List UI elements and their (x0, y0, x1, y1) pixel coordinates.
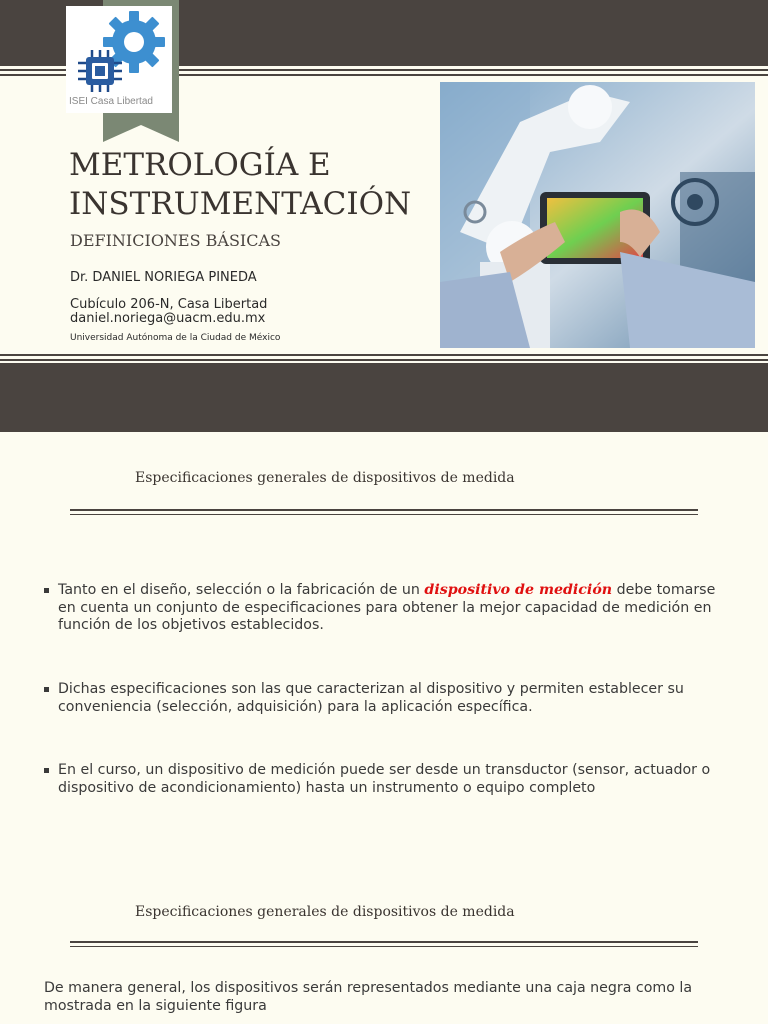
heading-rule (70, 946, 698, 947)
heading-rule (70, 941, 698, 943)
specifications-slide (0, 432, 768, 860)
bullet-item-1 (44, 582, 734, 635)
black-box-slide (0, 860, 768, 1024)
highlighted-term: dispositivo de medición (424, 582, 613, 598)
title-line-2: INSTRUMENTACIÓN (69, 186, 412, 222)
university-name: Universidad Autónoma de la Ciudad de México (70, 333, 281, 343)
robot-arm-photo (440, 82, 755, 348)
footer-divider-line (0, 359, 768, 361)
bullet-icon (44, 768, 49, 773)
bullet-1-text: Tanto en el diseño, selección o la fabricación de un (58, 582, 425, 598)
bullet-3-text: En el curso, un dispositivo de medición puede ser desde un transductor (sensor, actuador o dispositivo de acondicionamiento) hasta un instrumento o equipo completo (58, 762, 711, 796)
subtitle: DEFINICIONES BÁSICAS (70, 231, 282, 250)
email-address: daniel.noriega@uacm.edu.mx (70, 311, 266, 326)
slide-heading: Especificaciones generales de dispositivos de medida (135, 470, 515, 486)
author-name: Dr. DANIEL NORIEGA PINEDA (70, 270, 257, 285)
footer-band (0, 363, 768, 432)
presentation-title (69, 146, 411, 224)
bullet-1-text-cont: debe tomarse en cuenta un conjunto de especificaciones para obtener la mejor capacidad de medición en función de los objetivos establecidos. (58, 582, 716, 633)
slide-heading: Especificaciones generales de dispositivos de medida (135, 904, 515, 920)
bullet-item-3 (44, 762, 734, 797)
logo-caption: ISEI Casa Libertad (69, 96, 153, 107)
title-slide (0, 0, 768, 432)
bullet-2-text: Dichas especificaciones son las que caracterizan al dispositivo y permiten establecer su conveniencia (selección, adquisición) para la aplicación específica. (58, 681, 684, 715)
bullet-icon (44, 588, 49, 593)
footer-divider-line (0, 354, 768, 356)
heading-rule (70, 509, 698, 511)
bullet-icon (44, 687, 49, 692)
slide-paragraph: De manera general, los dispositivos serán representados mediante una caja negra como la mostrada en la siguiente figura (44, 980, 693, 1014)
bullet-item-2 (44, 681, 734, 716)
isei-logo (66, 6, 172, 113)
office-info: Cubículo 206-N, Casa Libertad (70, 297, 268, 312)
title-line-1: METROLOGÍA E (69, 147, 331, 183)
chip-icon (74, 44, 134, 104)
heading-rule (70, 514, 698, 515)
